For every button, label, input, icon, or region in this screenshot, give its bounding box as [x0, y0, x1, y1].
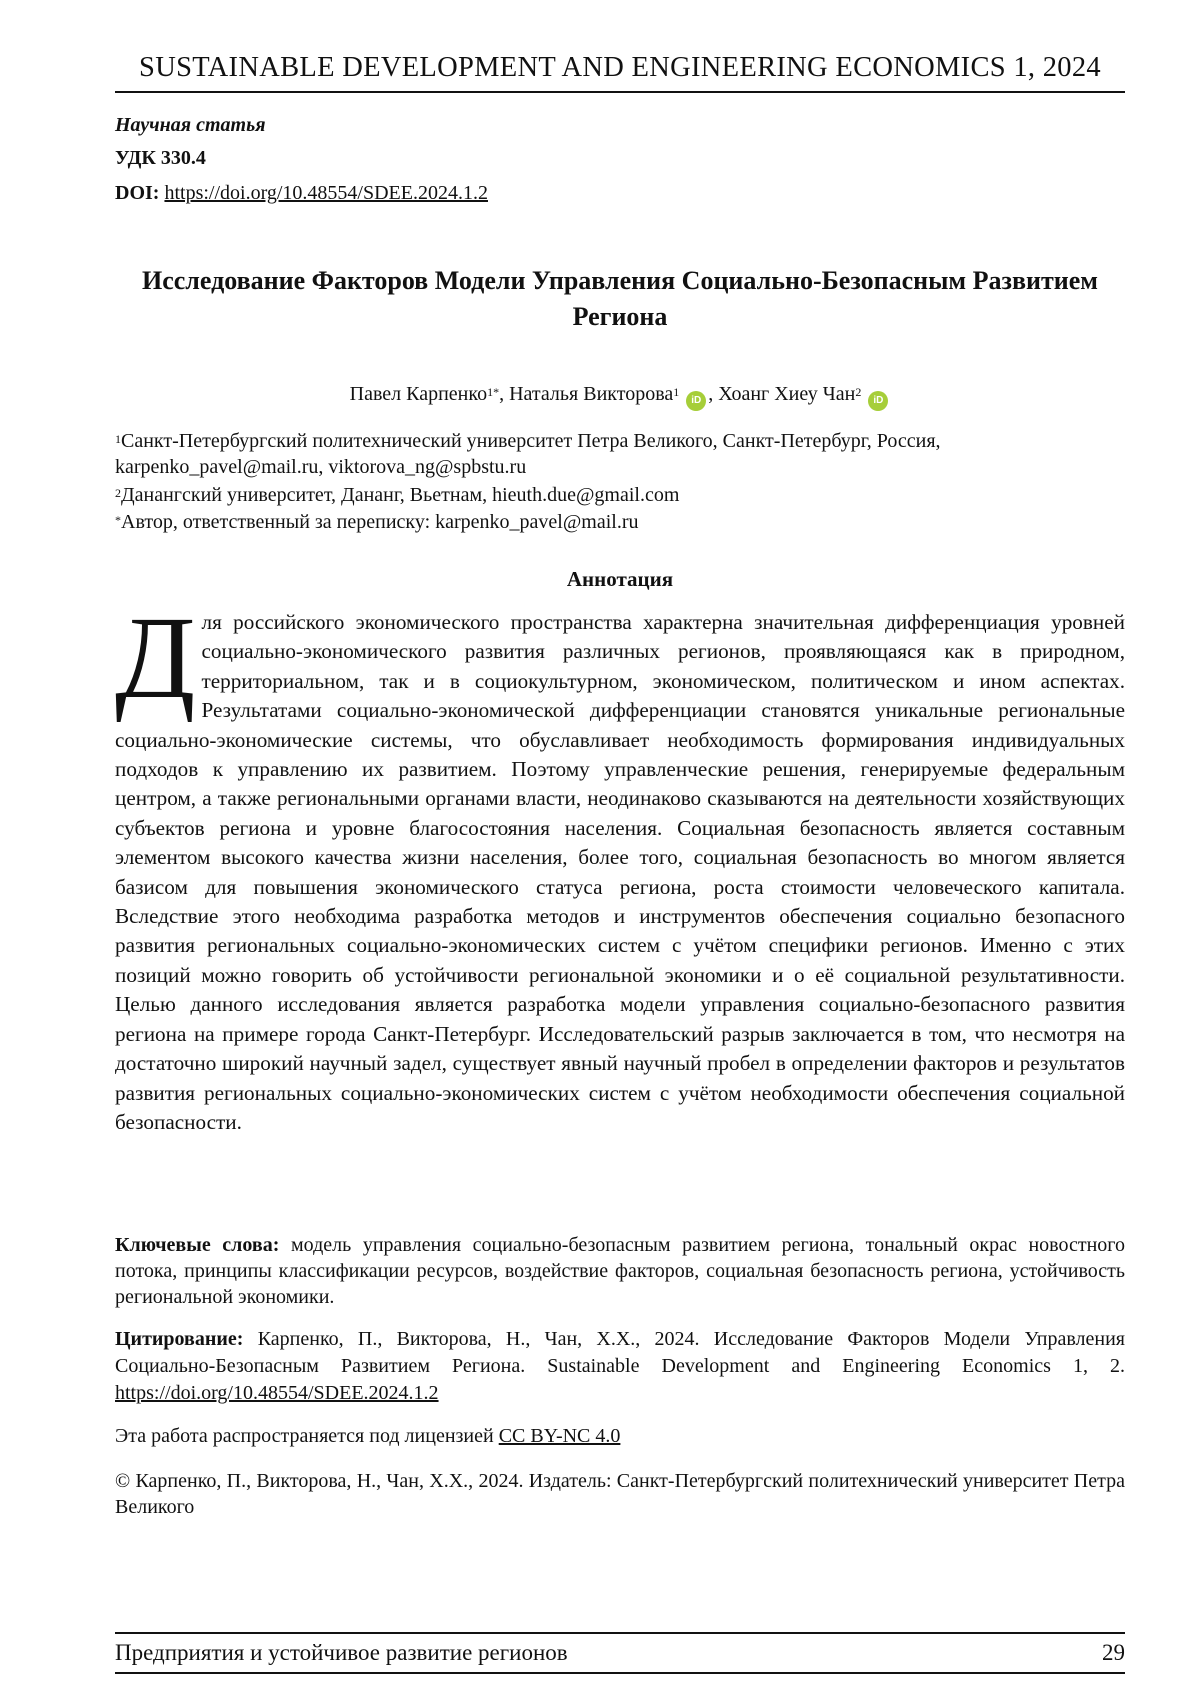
doi-label: DOI: — [115, 182, 160, 204]
affiliation-mark: 1 — [115, 432, 121, 446]
affiliation-2-text: Данангский университет, Дананг, Вьетнам, hieuth.due@gmail.com — [121, 484, 680, 506]
affiliation-mark: 2 — [115, 486, 121, 500]
author-affiliation-mark: 1 — [673, 385, 680, 399]
keywords — [115, 1232, 1125, 1310]
abstract-dropcap: Д — [115, 592, 196, 723]
header-rule — [115, 91, 1125, 93]
corresponding-author — [115, 509, 1125, 535]
abstract-heading: Аннотация — [566, 567, 674, 591]
footer-rule-bottom — [115, 1672, 1125, 1674]
doi-line — [115, 180, 488, 206]
citation — [115, 1326, 1125, 1407]
license-text: Эта работа распространяется под лицензией — [115, 1425, 494, 1447]
citation-label: Цитирование: — [115, 1328, 244, 1350]
article-type: Научная статья — [115, 114, 266, 136]
license-link[interactable]: CC BY-NC 4.0 — [498, 1425, 621, 1447]
author-list — [115, 381, 1125, 411]
author-name: Павел Карпенко — [349, 383, 488, 405]
article-title — [115, 263, 1125, 335]
doi-link[interactable]: https://doi.org/10.48554/SDEE.2024.1.2 — [164, 182, 488, 204]
author-affiliation-mark: 2 — [855, 385, 862, 399]
keywords-label: Ключевые слова: — [115, 1234, 280, 1256]
keywords-text: модель управления социально-безопасным развитием региона, тональный окрас новостного потока, принципы классификации ресурсов, воздействие факторов, социальная безопасность региона, устойчивость региональной экономики. — [115, 1234, 1125, 1308]
citation-text: Карпенко, П., Викторова, Н., Чан, Х.Х., 2024. Исследование Факторов Модели Управления Социально-Безопасным Развитием Региона. Sustainable Development and Engineering Economics 1, 2. — [115, 1328, 1126, 1377]
footer-section-title: Предприятия и устойчивое развитие регионов — [115, 1640, 568, 1665]
affiliation-1-emails: karpenko_pavel@mail.ru, viktorova_ng@spbstu.ru — [115, 456, 527, 478]
abstract-body — [115, 592, 1125, 1137]
corresponding-author-text: Автор, ответственный за переписку: karpenko_pavel@mail.ru — [121, 511, 639, 533]
author-name: Хоанг Хиеу Чан — [718, 383, 856, 405]
page-number: 29 — [1102, 1640, 1125, 1665]
orcid-icon[interactable]: iD — [868, 391, 888, 411]
license-line — [115, 1423, 1125, 1449]
copyright-notice: © Карпенко, П., Викторова, Н., Чан, Х.Х., 2024. Издатель: Санкт-Петербургский политехнический университет Петра Великого — [115, 1470, 1125, 1518]
affiliation-1 — [115, 428, 1125, 480]
author-affiliation-mark: 1* — [487, 385, 500, 399]
journal-header: SUSTAINABLE DEVELOPMENT AND ENGINEERING ECONOMICS 1, 2024 — [139, 52, 1101, 83]
udk-code: УДК 330.4 — [115, 147, 206, 169]
corresponding-mark: * — [115, 513, 121, 527]
affiliation-1-text: Санкт-Петербургский политехнический университет Петра Великого, Санкт-Петербург, Россия, — [121, 430, 941, 452]
article-title-text: Исследование Факторов Модели Управления Социально-Безопасным Развитием Региона — [141, 266, 1098, 331]
orcid-icon[interactable]: iD — [686, 391, 706, 411]
author-separator: , — [499, 383, 510, 405]
footer-rule-top — [115, 1632, 1125, 1634]
abstract-text: ля российского экономического пространства характерна значительная дифференциация уровней социально-экономического развития различных регионов, проявляющаяся как в природном, территориальном, так и в социокультурном, экономическом, политическом и ином аспектах. Результатами социально-экономической дифференциации становятся уникальные региональные социально-экономические системы, что обуславливает необходимость формирования индивидуальных подходов к управлению их развитием. Поэтому управленческие решения, генерируемые федеральным центром, а также региональными органами власти, неодинаково сказываются на деятельности хозяйствующих субъектов региона и уровне благосостояния населения. Социальная безопасность является составным элементом высокого качества жизни населения, более того, социальная безопасность во многом является базисом для повышения экономического статуса региона, роста стоимости человеческого капитала. Вследствие этого необходима разработка методов и инструментов обеспечения социально безопасного развития региональных социально-экономических систем с учётом специфики регионов. Именно с этих позиций можно говорить об устойчивости региональной экономики и о её социальной результативности. Целью данного исследования является разработка модели управления социально-безопасного развития региона на примере города Санкт-Петербург. Исследовательский разрыв заключается в том, что несмотря на достаточно широкий научный задел, существует явный научный пробел в определении факторов и результатов развития региональных социально-экономических систем с учётом необходимости обеспечения социальной безопасности. — [115, 610, 1125, 1134]
author-separator: , — [708, 383, 719, 405]
author-name: Наталья Викторова — [509, 383, 674, 405]
affiliation-2 — [115, 482, 1125, 508]
citation-doi-link[interactable]: https://doi.org/10.48554/SDEE.2024.1.2 — [115, 1382, 439, 1404]
